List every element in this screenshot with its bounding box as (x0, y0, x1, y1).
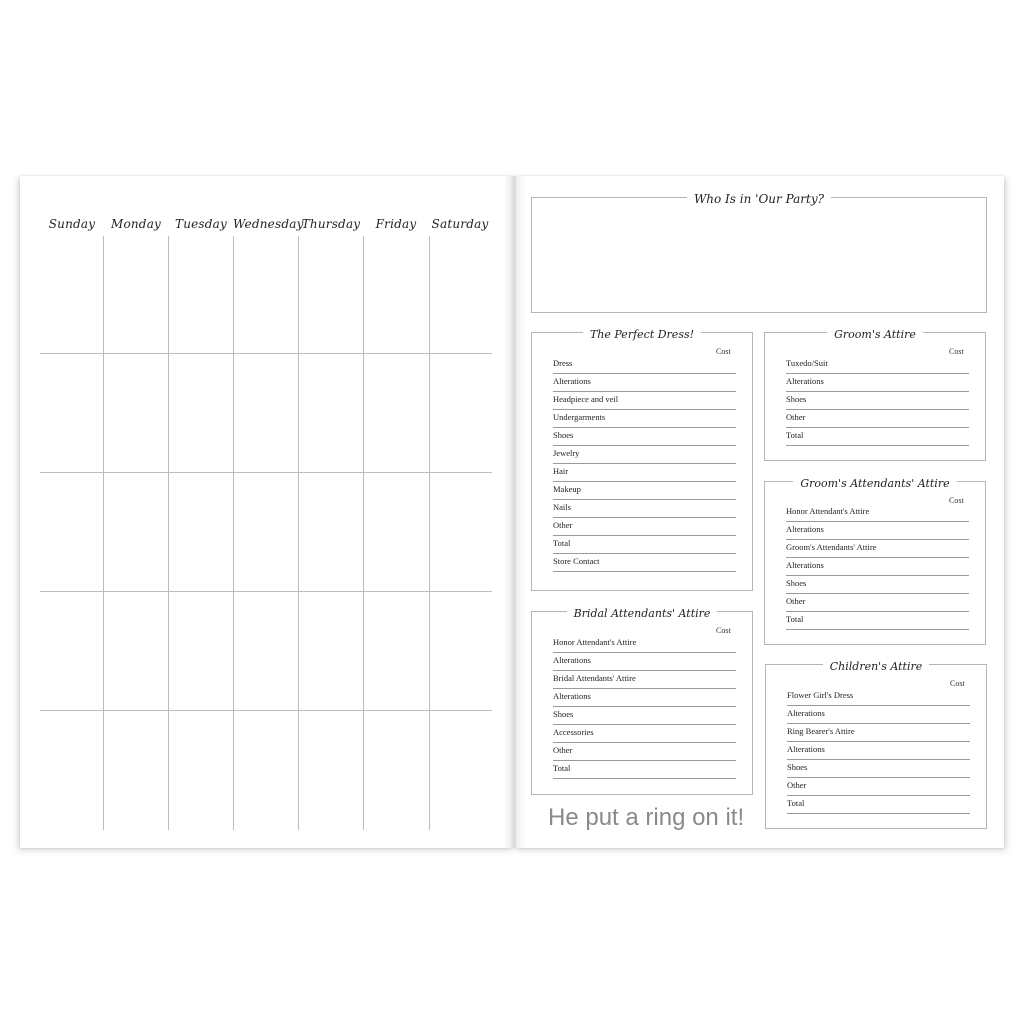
list-row: Total (553, 536, 736, 554)
grooms-attendants-box (764, 477, 986, 645)
list-row: Total (786, 612, 969, 630)
day-header-saturday: Saturday (431, 217, 489, 231)
list-row: Dress (553, 356, 736, 374)
grooms-attire-title: Groom's Attire (827, 328, 923, 341)
list-row: Hair (553, 464, 736, 482)
list-row: Total (553, 761, 736, 779)
grid-column-divider (363, 236, 364, 830)
day-header-thursday: Thursday (301, 217, 361, 231)
cost-label: Cost (950, 679, 965, 688)
grid-column-divider (168, 236, 169, 830)
list-row: Alterations (786, 558, 969, 576)
day-header-friday: Friday (375, 217, 417, 231)
tagline: He put a ring on it! (548, 804, 745, 831)
grid-column-divider (429, 236, 430, 830)
cost-label: Cost (949, 496, 964, 505)
party-box (531, 192, 987, 313)
list-row: Other (786, 410, 969, 428)
list-row: Other (786, 594, 969, 612)
bridal-attendants-title: Bridal Attendants' Attire (567, 607, 718, 620)
childrens-attire-box (765, 660, 987, 829)
list-row: Total (787, 796, 970, 814)
cost-label: Cost (716, 347, 731, 356)
perfect-dress-box (531, 328, 753, 591)
list-row: Jewelry (553, 446, 736, 464)
grid-row-divider (40, 472, 492, 473)
list-row: Flower Girl's Dress (787, 688, 970, 706)
day-header-sunday: Sunday (48, 217, 96, 231)
list-row: Alterations (786, 374, 969, 392)
day-header-monday: Monday (110, 217, 162, 231)
grooms-attendants-title: Groom's Attendants' Attire (793, 477, 956, 490)
list-row: Groom's Attendants' Attire (786, 540, 969, 558)
list-row: Total (786, 428, 969, 446)
cost-label: Cost (716, 626, 731, 635)
list-row: Shoes (786, 392, 969, 410)
list-row: Tuxedo/Suit (786, 356, 969, 374)
grid-column-divider (298, 236, 299, 830)
cost-label: Cost (949, 347, 964, 356)
day-header-tuesday: Tuesday (174, 217, 227, 231)
grid-row-divider (40, 710, 492, 711)
list-row: Bridal Attendants' Attire (553, 671, 736, 689)
perfect-dress-title: The Perfect Dress! (583, 328, 701, 341)
day-header-wednesday: Wednesday (233, 217, 304, 231)
list-row: Alterations (786, 522, 969, 540)
list-row: Alterations (553, 653, 736, 671)
list-row: Alterations (553, 374, 736, 392)
list-row: Shoes (553, 707, 736, 725)
list-row: Alterations (553, 689, 736, 707)
list-row: Shoes (553, 428, 736, 446)
list-row: Other (553, 518, 736, 536)
bridal-attendants-box (531, 607, 753, 795)
childrens-attire-title: Children's Attire (823, 660, 929, 673)
list-row: Shoes (786, 576, 969, 594)
list-row: Shoes (787, 760, 970, 778)
grid-column-divider (233, 236, 234, 830)
list-row: Honor Attendant's Attire (553, 635, 736, 653)
list-row: Alterations (787, 742, 970, 760)
calendar-page (20, 176, 514, 848)
list-row: Other (553, 743, 736, 761)
list-row: Accessories (553, 725, 736, 743)
list-row: Nails (553, 500, 736, 518)
grid-column-divider (103, 236, 104, 830)
list-row: Undergarments (553, 410, 736, 428)
list-row: Other (787, 778, 970, 796)
list-row: Store Contact (553, 554, 736, 572)
grid-row-divider (40, 591, 492, 592)
grooms-attire-box (764, 328, 986, 461)
list-row: Alterations (787, 706, 970, 724)
list-row: Makeup (553, 482, 736, 500)
party-title: Who Is in 'Our Party? (687, 192, 831, 206)
list-row: Headpiece and veil (553, 392, 736, 410)
grid-row-divider (40, 353, 492, 354)
list-row: Honor Attendant's Attire (786, 504, 969, 522)
list-row: Ring Bearer's Attire (787, 724, 970, 742)
